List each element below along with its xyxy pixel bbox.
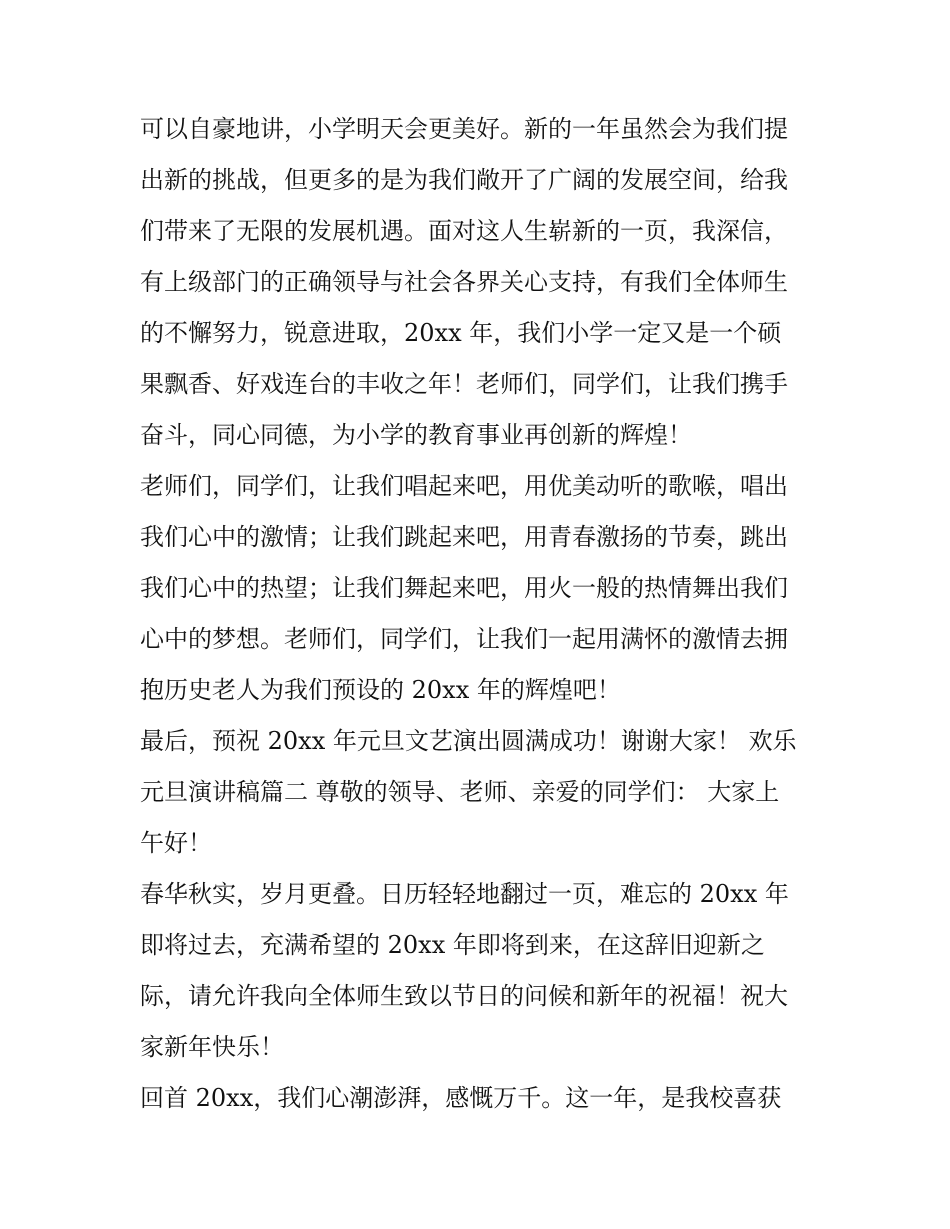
text-line: 果飘香、好戏连台的丰收之年！老师们，同学们，让我们携手 [140,370,788,398]
text-line: 回首 20xx，我们心潮澎湃，感慨万千。这一年，是我校喜获 [140,1084,782,1112]
text-line: 心中的梦想。老师们，同学们，让我们一起用满怀的激情去拥 [140,625,788,653]
text-line: 即将过去，充满希望的 20xx 年即将到来，在这辞旧迎新之 [140,931,765,959]
speech-text [140,107,820,1127]
text-line: 际，请允许我向全体师生致以节日的问候和新年的祝福！祝大 [140,982,788,1010]
text-line: 的不懈努力，锐意进取，20xx 年，我们小学一定又是一个硕 [140,319,782,347]
text-line: 抱历史老人为我们预设的 20xx 年的辉煌吧！ [140,676,621,704]
text-line: 有上级部门的正确领导与社会各界关心支持，有我们全体师生 [140,268,788,296]
text-line: 春华秋实，岁月更叠。日历轻轻地翻过一页，难忘的 20xx 年 [140,880,789,908]
text-line: 我们心中的激情；让我们跳起来吧，用青春激扬的节奏，跳出 [140,523,788,551]
text-line: 我们心中的热望；让我们舞起来吧，用火一般的热情舞出我们 [140,574,788,602]
text-line: 们带来了无限的发展机遇。面对这人生崭新的一页，我深信， [140,217,788,245]
text-line: 家新年快乐！ [140,1033,284,1061]
text-line: 奋斗，同心同德，为小学的教育事业再创新的辉煌！ [140,421,692,449]
text-line: 老师们，同学们，让我们唱起来吧，用优美动听的歌喉，唱出 [140,472,788,500]
text-line: 可以自豪地讲，小学明天会更美好。新的一年虽然会为我们提 [140,115,788,143]
text-line: 午好！ [140,829,212,857]
text-line: 出新的挑战，但更多的是为我们敞开了广阔的发展空间，给我 [140,166,788,194]
text-line: 最后，预祝 20xx 年元旦文艺演出圆满成功！谢谢大家！ 欢乐 [140,727,797,755]
text-line: 元旦演讲稿篇二 尊敬的领导、老师、亲爱的同学们： 大家上 [140,778,780,806]
